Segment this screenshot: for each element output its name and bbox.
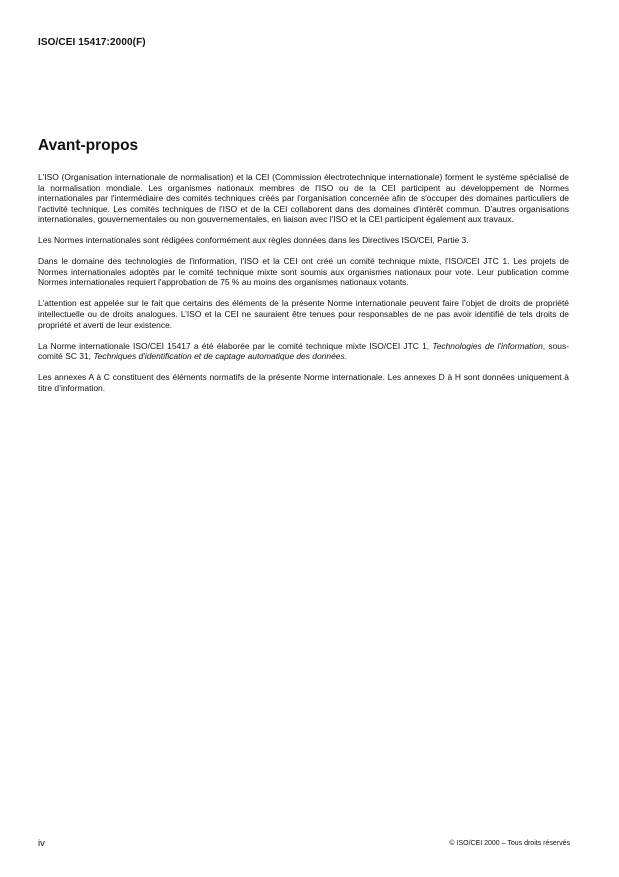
subcommittee-title: Techniques d'identification et de captage automatique des données (93, 351, 345, 362)
preparation-text-1: La Norme internationale ISO/CEI 15417 a été élaborée par le comité technique mixte ISO/CEI JTC 1, (38, 340, 433, 351)
preparation-text-2: , sous-comité SC 31, (38, 340, 569, 362)
committee-title: Technologies de l'information (432, 340, 543, 351)
paragraph-organisation: L'ISO (Organisation internationale de normalisation) et la CEI (Commission électrotechnique internationale) forment le système spécialisé de la normalisation mondiale. Les organismes nationaux membres de l'ISO ou de la CEI participent au développement de Normes internationales par l'intermédiaire des comités techniques créés par l'organisation concernée afin de s'occuper des domaines particuliers de l'activité technique. Les comités techniques de l'ISO et de la CEI collaborent dans des domaines d'intérêt commun. D'autres organisations internationales, gouvernementales ou non gouvernementales, en liaison avec l'ISO et la CEI participent également aux travaux. (38, 172, 569, 225)
foreword-body (38, 172, 569, 404)
paragraph-jtc1: Dans le domaine des technologies de l'information, l'ISO et la CEI ont créé un comité technique mixte, l'ISO/CEI JTC 1. Les projets de Normes internationales adoptés par le comité technique mixte sont soumis aux organismes nationaux pour vote. Leur publication comme Normes internationales requiert l'approbation de 75 % au moins des organismes nationaux votants. (38, 256, 569, 288)
page-number: iv (38, 838, 45, 849)
preparation-text-3: . (344, 351, 348, 362)
document-identifier: ISO/CEI 15417:2000(F) (38, 37, 146, 48)
paragraph-patent-rights: L'attention est appelée sur le fait que certains des éléments de la présente Norme internationale peuvent faire l’objet de droits de propriété intellectuelle ou de droits analogues. L’ISO et la CEI ne sauraient être tenues pour responsables de ne pas avoir identifié de tels droits de propriété et averti de leur existence. (38, 298, 569, 330)
paragraph-preparation (38, 341, 569, 362)
paragraph-directives: Les Normes internationales sont rédigées conformément aux règles données dans les Directives ISO/CEI, Partie 3. (38, 235, 469, 246)
paragraph-annexes: Les annexes A à C constituent des éléments normatifs de la présente Norme internationale. Les annexes D à H sont données uniquement à titre d’information. (38, 372, 569, 393)
copyright-notice: © ISO/CEI 2000 – Tous droits réservés (449, 840, 570, 847)
section-title: Avant-propos (38, 137, 139, 154)
